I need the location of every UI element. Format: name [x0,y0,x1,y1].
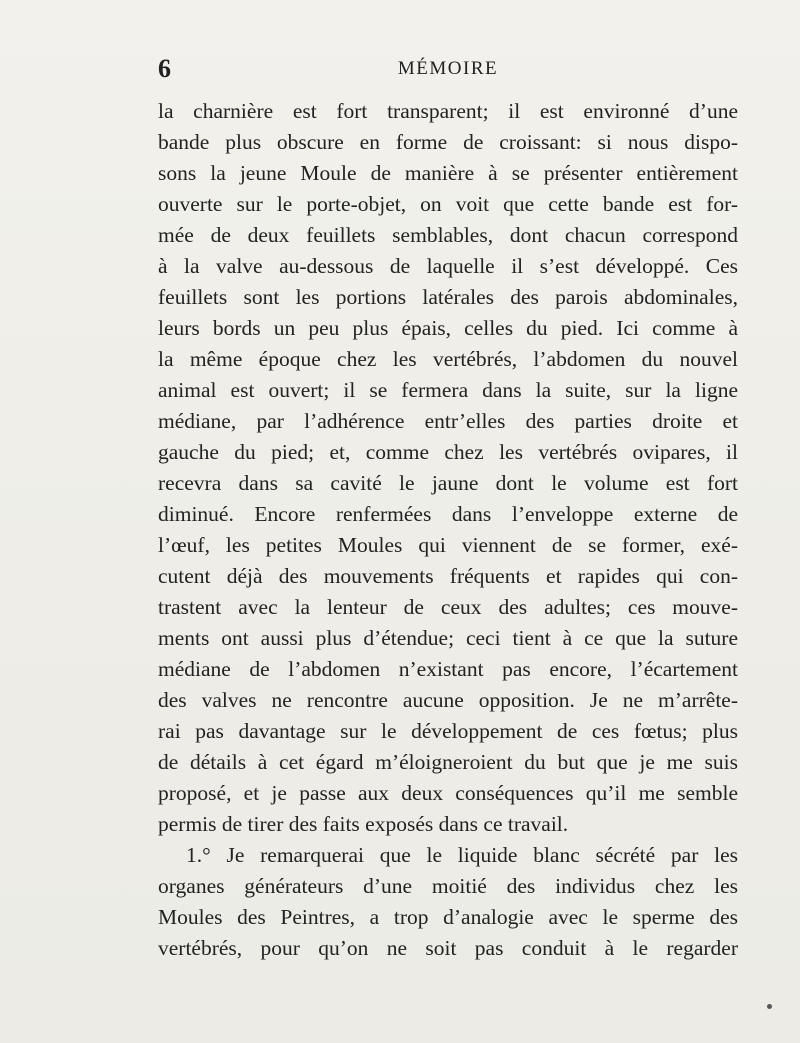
text-line: rai pas davantage sur le développement de ces fœtus; plus [158,719,738,743]
text-line: organes générateurs d’une moitié des individus chez les [158,874,738,898]
ink-speck [767,1004,772,1009]
text-line: 1.° Je remarquerai que le liquide blanc sécrété par les [186,843,738,867]
page-number: 6 [158,54,171,83]
running-title: MÉMOIRE [397,58,499,79]
text-line: mée de deux feuillets semblables, dont chacun correspond [158,223,738,247]
text-line: médiane, par l’adhérence entr’elles des parties droite et [158,409,738,433]
text-line: trastent avec la lenteur de ceux des adultes; ces mouve- [158,595,738,619]
text-line: ouverte sur le porte-objet, on voit que cette bande est for- [158,192,738,216]
text-line: cutent déjà des mouvements fréquents et rapides qui con- [158,564,738,588]
body-text [158,96,738,964]
text-line: la charnière est fort transparent; il est environné d’une [158,99,738,123]
text-line: ments ont aussi plus d’étendue; ceci tient à ce que la suture [158,626,738,650]
text-line: permis de tirer des faits exposés dans ce travail. [158,812,569,836]
text-line: vertébrés, pour qu’on ne soit pas conduit à le regarder [158,936,738,960]
text-line: de détails à cet égard m’éloigneroient du but que je me suis [158,750,738,774]
text-line: Moules des Peintres, a trop d’analogie avec le sperme des [158,905,738,929]
text-line: diminué. Encore renfermées dans l’enveloppe externe de [158,502,738,526]
text-line: gauche du pied; et, comme chez les vertébrés ovipares, il [158,440,738,464]
text-line: animal est ouvert; il se fermera dans la suite, sur la ligne [158,378,738,402]
text-line: leurs bords un peu plus épais, celles du pied. Ici comme à [158,316,738,340]
text-line: la même époque chez les vertébrés, l’abdomen du nouvel [158,347,738,371]
text-line: feuillets sont les portions latérales des parois abdominales, [158,285,738,309]
text-line: l’œuf, les petites Moules qui viennent de se former, exé- [158,533,738,557]
text-line: sons la jeune Moule de manière à se présenter entièrement [158,161,738,185]
text-line: proposé, et je passe aux deux conséquences qu’il me semble [158,781,738,805]
text-line: bande plus obscure en forme de croissant: si nous dispo- [158,130,738,154]
text-line: à la valve au-dessous de laquelle il s’est développé. Ces [158,254,738,278]
page-header [158,52,738,86]
text-line: médiane de l’abdomen n’existant pas encore, l’écartement [158,657,738,681]
text-line: des valves ne rencontre aucune opposition. Je ne m’arrête- [158,688,738,712]
text-line: recevra dans sa cavité le jaune dont le volume est fort [158,471,738,495]
